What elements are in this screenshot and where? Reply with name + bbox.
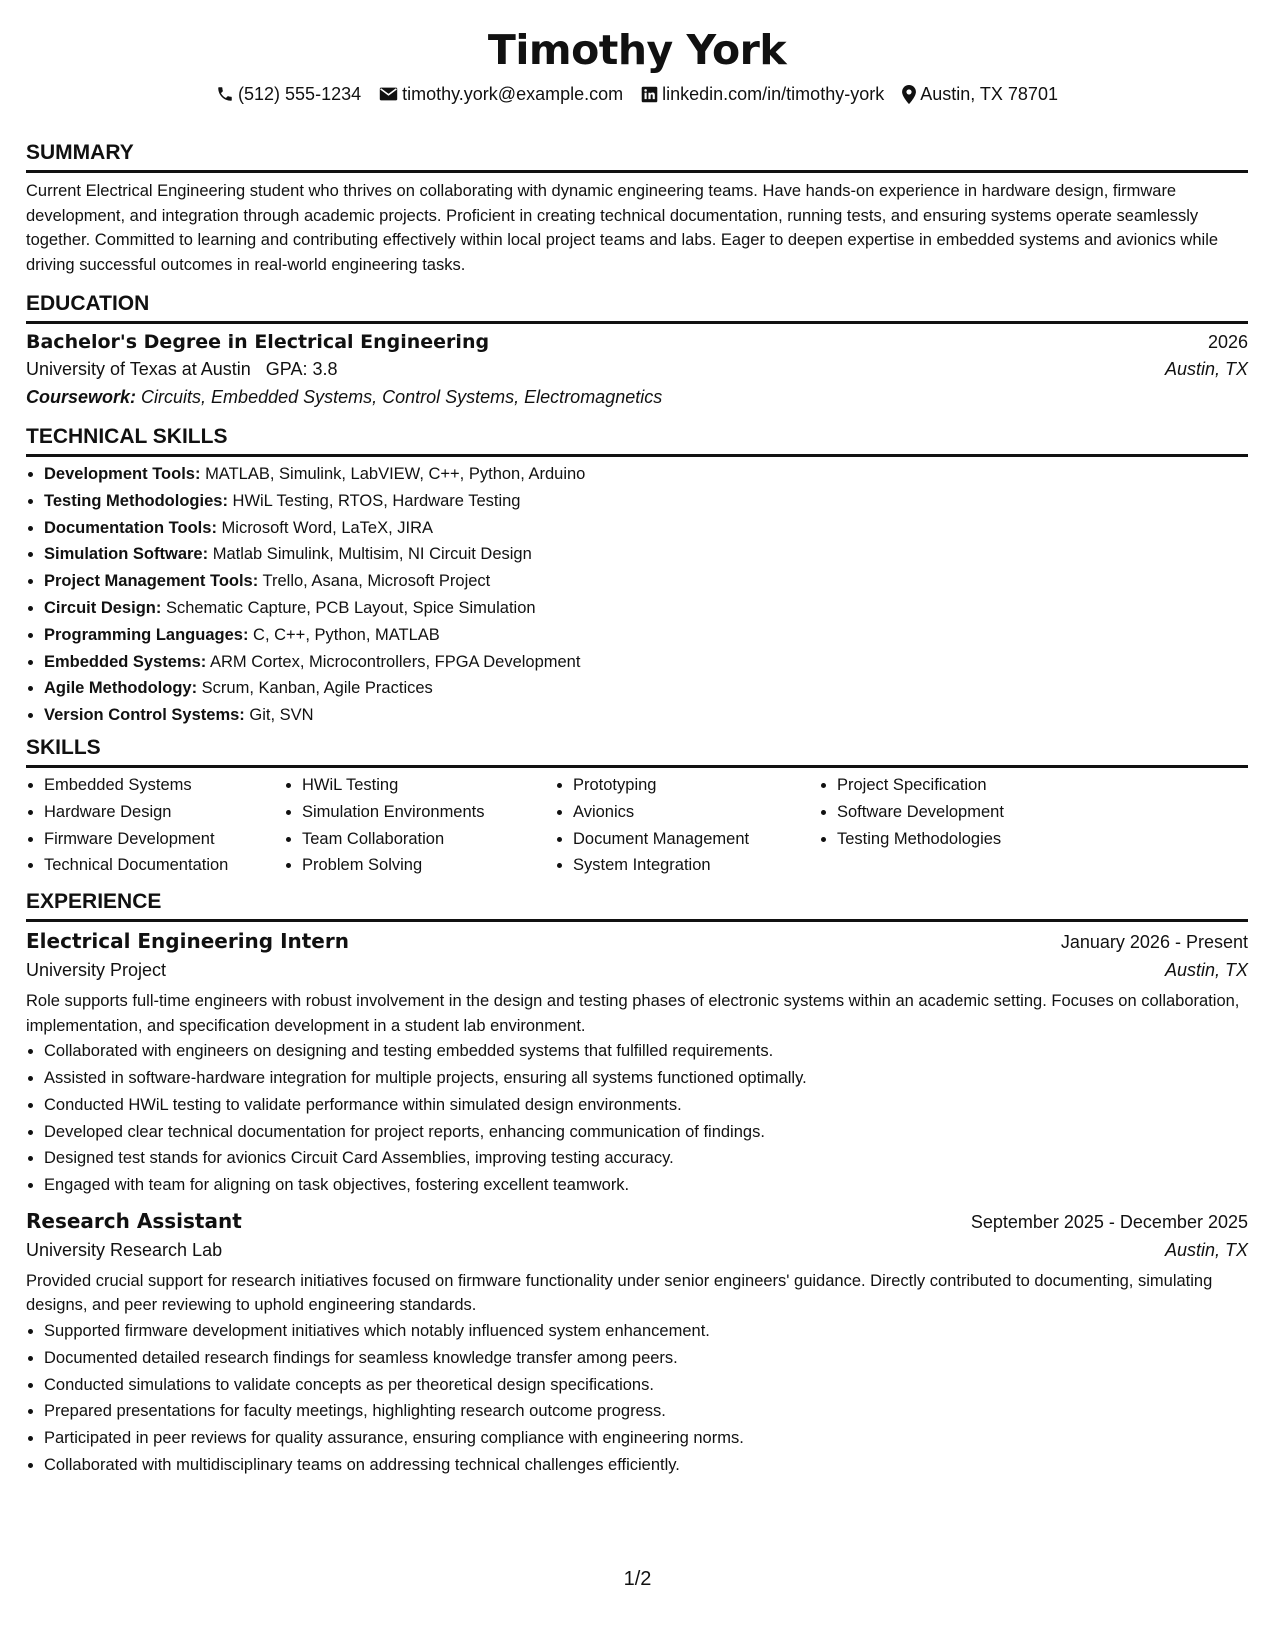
job-dates: January 2026 - Present (1060, 932, 1248, 953)
list-item: • Conducted HWiL testing to validate performance within simulated design environments. (44, 1092, 1248, 1119)
list-item: • Team Collaboration (302, 826, 555, 853)
skill-values: Scrum, Kanban, Agile Practices (201, 679, 433, 698)
list-item: • Problem Solving (302, 852, 555, 879)
graduation-year: 2026 (1207, 332, 1248, 352)
skill-values: Git, SVN (249, 706, 314, 725)
list-item: • Document Management (573, 826, 819, 853)
skill-values: Schematic Capture, PCB Layout, Spice Simulation (165, 598, 536, 617)
list-item: • Testing Methodologies (837, 826, 1097, 853)
skill-values: Trello, Asana, Microsoft Project (262, 572, 491, 591)
list-item (44, 595, 1248, 622)
list-item: • Supported firmware development initiatives which notably influenced system enhancement. (44, 1318, 1248, 1345)
contact-location (902, 84, 1058, 105)
location-text: Austin, TX 78701 (920, 83, 1058, 104)
contact-phone (216, 84, 361, 105)
job-organization: University Research Lab (26, 1239, 223, 1260)
technical-skills-list (26, 461, 1248, 729)
list-item: • Embedded Systems (44, 772, 284, 799)
list-item: • Collaborated with multidisciplinary teams on addressing technical challenges efficiently. (44, 1452, 1248, 1479)
summary-heading: SUMMARY (26, 140, 1248, 173)
skills-column (284, 772, 555, 879)
experience-entry (26, 929, 1248, 1199)
job-location: Austin, TX (1164, 1239, 1248, 1260)
job-description: Role supports full-time engineers with robust involvement in the design and testing phases of electronic systems within an academic setting. Focuses on collaboration, implementation, and specification development in a student lab environment. (26, 992, 1240, 1035)
experience-heading: EXPERIENCE (26, 889, 1248, 922)
list-item (44, 702, 1248, 729)
phone-icon (216, 85, 234, 103)
job-dates: September 2025 - December 2025 (970, 1211, 1248, 1232)
skill-values: C, C++, Python, MATLAB (253, 625, 440, 644)
list-item: • Hardware Design (44, 799, 284, 826)
skill-category: Programming Languages: (44, 625, 249, 644)
skills-grid (26, 772, 1248, 879)
skill-values: Matlab Simulink, Multisim, NI Circuit Design (212, 545, 532, 564)
contact-email[interactable] (379, 84, 623, 105)
job-title: Research Assistant (26, 1208, 242, 1233)
skill-values: MATLAB, Simulink, LabVIEW, C++, Python, Arduino (205, 465, 586, 483)
list-item: • Collaborated with engineers on designing and testing embedded systems that fulfilled requirements. (44, 1038, 1248, 1065)
resume-page (26, 0, 1248, 1479)
list-item: • Documented detailed research findings for seamless knowledge transfer among peers. (44, 1345, 1248, 1372)
skill-category: Project Management Tools: (44, 572, 259, 591)
skill-values: HWiL Testing, RTOS, Hardware Testing (232, 491, 521, 510)
education-entry (26, 331, 1248, 408)
gpa: GPA: 3.8 (265, 359, 338, 379)
list-item: • Prototyping (573, 772, 819, 799)
summary-text: Current Electrical Engineering student who thrives on collaborating with dynamic engineering teams. Have hands-on experience in hardware design, firmware development, and integration through academic projects. Proficient in creating technical documentation, running tests, and ensuring systems operate seamlessly together. Committed to learning and contributing effectively within local project teams and labs. Eager to deepen expertise in embedded systems and avionics while driving successful outcomes in real-world engineering tasks. (26, 182, 1219, 274)
linkedin-icon (641, 86, 658, 103)
list-item: • Avionics (573, 799, 819, 826)
job-title: Electrical Engineering Intern (26, 929, 349, 954)
map-pin-icon (902, 85, 916, 104)
list-item (44, 515, 1248, 542)
coursework-line (26, 387, 1248, 408)
list-item: • System Integration (573, 852, 819, 879)
contact-bar (26, 82, 1248, 106)
list-item (44, 488, 1248, 515)
contact-linkedin[interactable] (641, 84, 884, 105)
skills-column (26, 772, 284, 879)
list-item: • Simulation Environments (302, 799, 555, 826)
list-item: • HWiL Testing (302, 772, 555, 799)
experience-entry (26, 1209, 1248, 1479)
list-item: • Firmware Development (44, 826, 284, 853)
job-bullets (26, 1038, 1248, 1199)
list-item (44, 675, 1248, 702)
coursework-list: Circuits, Embedded Systems, Control Systems, Electromagnetics (141, 387, 663, 407)
phone-text: (512) 555-1234 (238, 83, 362, 104)
list-item: • Designed test stands for avionics Circuit Card Assemblies, improving testing accuracy. (44, 1145, 1248, 1172)
list-item: • Developed clear technical documentation for project reports, enhancing communication of findings. (44, 1119, 1248, 1146)
list-item: • Technical Documentation (44, 852, 284, 879)
list-item: • Assisted in software-hardware integration for multiple projects, ensuring all systems functioned optimally. (44, 1065, 1248, 1092)
technical-skills-heading: TECHNICAL SKILLS (26, 424, 1248, 457)
skills-column (819, 772, 1097, 879)
list-item (44, 622, 1248, 649)
education-heading: EDUCATION (26, 291, 1248, 324)
job-location: Austin, TX (1164, 960, 1248, 981)
skill-category: Agile Methodology: (44, 679, 198, 698)
school-location: Austin, TX (1164, 359, 1248, 379)
list-item (44, 541, 1248, 568)
list-item: • Conducted simulations to validate concepts as per theoretical design specifications. (44, 1372, 1248, 1399)
skill-category: Version Control Systems: (44, 706, 245, 725)
job-description: Provided crucial support for research initiatives focused on firmware functionality under senior engineers' guidance. Directly contributed to documenting, simulating designs, and peer reviewing to uphold engineering standards. (26, 1271, 1213, 1315)
list-item (44, 649, 1248, 676)
list-item (44, 461, 1248, 488)
skills-column (555, 772, 819, 879)
list-item: • Participated in peer reviews for quality assurance, ensuring compliance with engineering norms. (44, 1425, 1248, 1452)
skill-values: Microsoft Word, LaTeX, JIRA (221, 518, 434, 537)
list-item (44, 568, 1248, 595)
skill-category: Documentation Tools: (44, 518, 217, 537)
coursework-label: Coursework: (26, 387, 137, 407)
job-bullets (26, 1318, 1248, 1479)
skill-category: Embedded Systems: (44, 652, 207, 671)
email-text[interactable]: timothy.york@example.com (402, 83, 624, 104)
skill-category: Development Tools: (44, 465, 201, 483)
skill-category: Testing Methodologies: (44, 491, 228, 510)
degree-title: Bachelor's Degree in Electrical Engineering (26, 331, 490, 353)
skill-category: Simulation Software: (44, 545, 209, 564)
skills-heading: SKILLS (26, 735, 1248, 768)
linkedin-text[interactable]: linkedin.com/in/timothy-york (662, 83, 885, 104)
skill-values: ARM Cortex, Microcontrollers, FPGA Development (210, 652, 581, 671)
school-line (26, 359, 338, 380)
school-name: University of Texas at Austin (26, 359, 251, 379)
list-item: • Software Development (837, 799, 1097, 826)
list-item: • Engaged with team for aligning on task objectives, fostering excellent teamwork. (44, 1172, 1248, 1199)
skill-category: Circuit Design: (44, 598, 162, 617)
list-item: • Prepared presentations for faculty meetings, highlighting research outcome progress. (44, 1398, 1248, 1425)
page-number: 1/2 (623, 1568, 652, 1590)
list-item: • Project Specification (837, 772, 1097, 799)
job-organization: University Project (26, 960, 167, 981)
envelope-icon (379, 86, 398, 102)
candidate-name: Timothy York (487, 26, 787, 74)
